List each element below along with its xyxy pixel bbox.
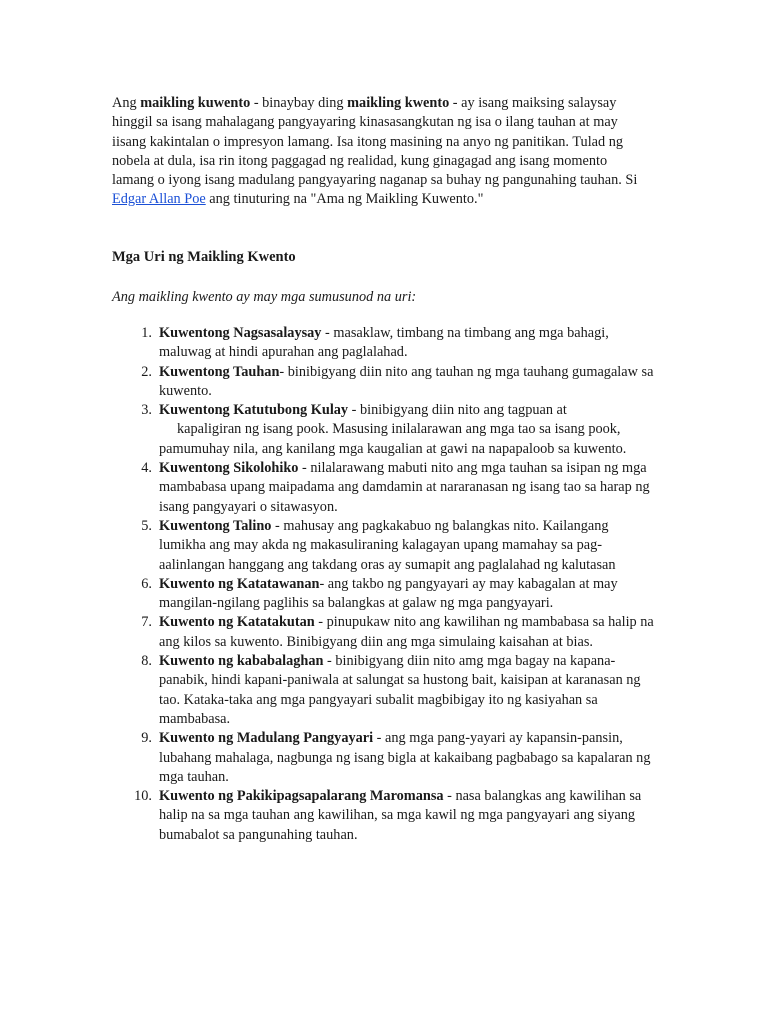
item-term: Kuwento ng Katatakutan [159,614,315,631]
item-description: - nasa balangkas ang kawilihan sa halip na sa mga tauhan ang kawilihan, sa mga kawil ng mga pangyayari ang siyang bumabalot sa pangunahing tauhan. [159,788,642,843]
item-description: - mahusay ang pagkakabuo ng balangkas nito. Kailangang lumikha ang may akda ng makasuliraning kalagayan upang mamahay sa pag-aalinlangan hanggang ang takdang oras ay sumapit ang paglalahad ng kalutasan [159,517,616,573]
intro-text-3: - ay isang maiksing salaysay hinggil sa isang mahalagang pangyayaring kinasasangkutan ng isa o ilang tauhan at may iisang kakintalan o impresyon lamang. Isa itong masining na anyo ng panitikan. Tulad ng nobela at dula, isa rin itong paggagad ng realidad, kung ginagagad ang isang momento lamang o iyong isang madulang pangyayaring naganap sa buhay ng pangunahing tauhan. Si [112,95,638,189]
list-item [112,729,657,787]
item-description: - ang mga pang-yayari ay kapansin-pansin, lubahang mahalaga, nagbunga ng isang bigla at kakaibang pagbabago sa kapalaran ng mga tauhan. [159,730,651,785]
item-term: Kuwento ng Katatawanan [159,575,320,592]
item-term: Kuwentong Talino [159,517,272,534]
section-heading: Mga Uri ng Maikling Kwento [112,249,296,265]
list-item [112,459,657,517]
item-term: Kuwentong Nagsasalaysay [159,325,322,341]
item-number: 4. [141,460,152,477]
list-item [112,575,657,614]
item-description: - pinupukaw nito ang kawilihan ng mambabasa sa halip na ang kilos sa kuwento. Binibigyang diin ang mga simulaing kaisahan at bias. [159,614,654,650]
item-number: 6. [141,575,152,592]
list-item [112,363,657,402]
item-number: 7. [141,614,152,631]
story-types-list [112,324,657,845]
edgar-allan-poe-link[interactable]: Edgar Allan Poe [112,191,206,208]
item-term: Kuwento ng kababalaghan [159,653,324,670]
item-number: 5. [141,517,152,534]
item-number: 8. [141,653,152,670]
intro-text-1: Ang [112,95,141,111]
item-number: 9. [141,730,152,747]
item-term: Kuwentong Tauhan [159,363,280,380]
list-item [112,613,657,652]
intro-text-4: ang tinuturing na "Ama ng Maikling Kuwento." [205,191,484,208]
intro-term-1: maikling kuwento [140,95,251,111]
item-description: - binibigyang diin nito amg mga bagay na kapana-panabik, hindi kapani-paniwala at salungat sa hustong bait, kaisipan at karanasan ng tao. Kataka-taka ang mga pangyayari subalit magbibigay ito ng kasiyahan sa mambabasa. [159,653,641,727]
section-lead: Ang maikling kwento ay may mga sumusunod na uri: [112,289,417,305]
intro-paragraph [112,94,652,210]
item-number: 2. [141,363,152,380]
item-term: Kuwentong Sikolohiko [159,460,299,477]
item-description: - binibigyang diin nito ang tagpuan at [348,402,567,419]
item-description: - binibigyang diin nito ang tauhan ng mga tauhang gumagalaw sa kuwento. [159,363,654,399]
item-term: Kuwento ng Madulang Pangyayari [159,730,374,747]
item-term: Kuwento ng Pakikipagsapalarang Maromansa [159,788,444,805]
item-description: - ang takbo ng pangyayari ay may kabagalan at may mangilan-ngilang paglihis sa balangkas at galaw ng mga pangyayari. [159,575,618,612]
item-description: - nilalarawang mabuti nito ang mga tauhan sa isipan ng mga mambabasa upang maipadama ang damdamin at nararanasan ng isang tao sa harap ng isang pangyayari o sitawasyon. [159,460,650,515]
list-item [112,652,657,729]
item-number: 1. [141,325,152,341]
item-description-continued: kapaligiran ng isang pook. Masusing inilalarawan ang mga tao sa isang pook, pamumuhay nila, ang kanilang mga kaugalian at gawi na napapaloob sa kuwento. [159,421,627,457]
intro-text-2: - binaybay ding [250,95,348,111]
item-term: Kuwentong Katutubong Kulay [159,402,349,419]
intro-term-2: maikling kwento [347,95,450,111]
list-item [112,517,657,575]
list-item [112,401,657,459]
list-item [112,787,657,845]
item-description: - masaklaw, timbang na timbang ang mga bahagi, maluwag at hindi apurahan ang paglalahad. [159,325,609,361]
list-item [112,324,657,363]
item-number: 10. [134,788,152,805]
item-number: 3. [141,402,152,419]
